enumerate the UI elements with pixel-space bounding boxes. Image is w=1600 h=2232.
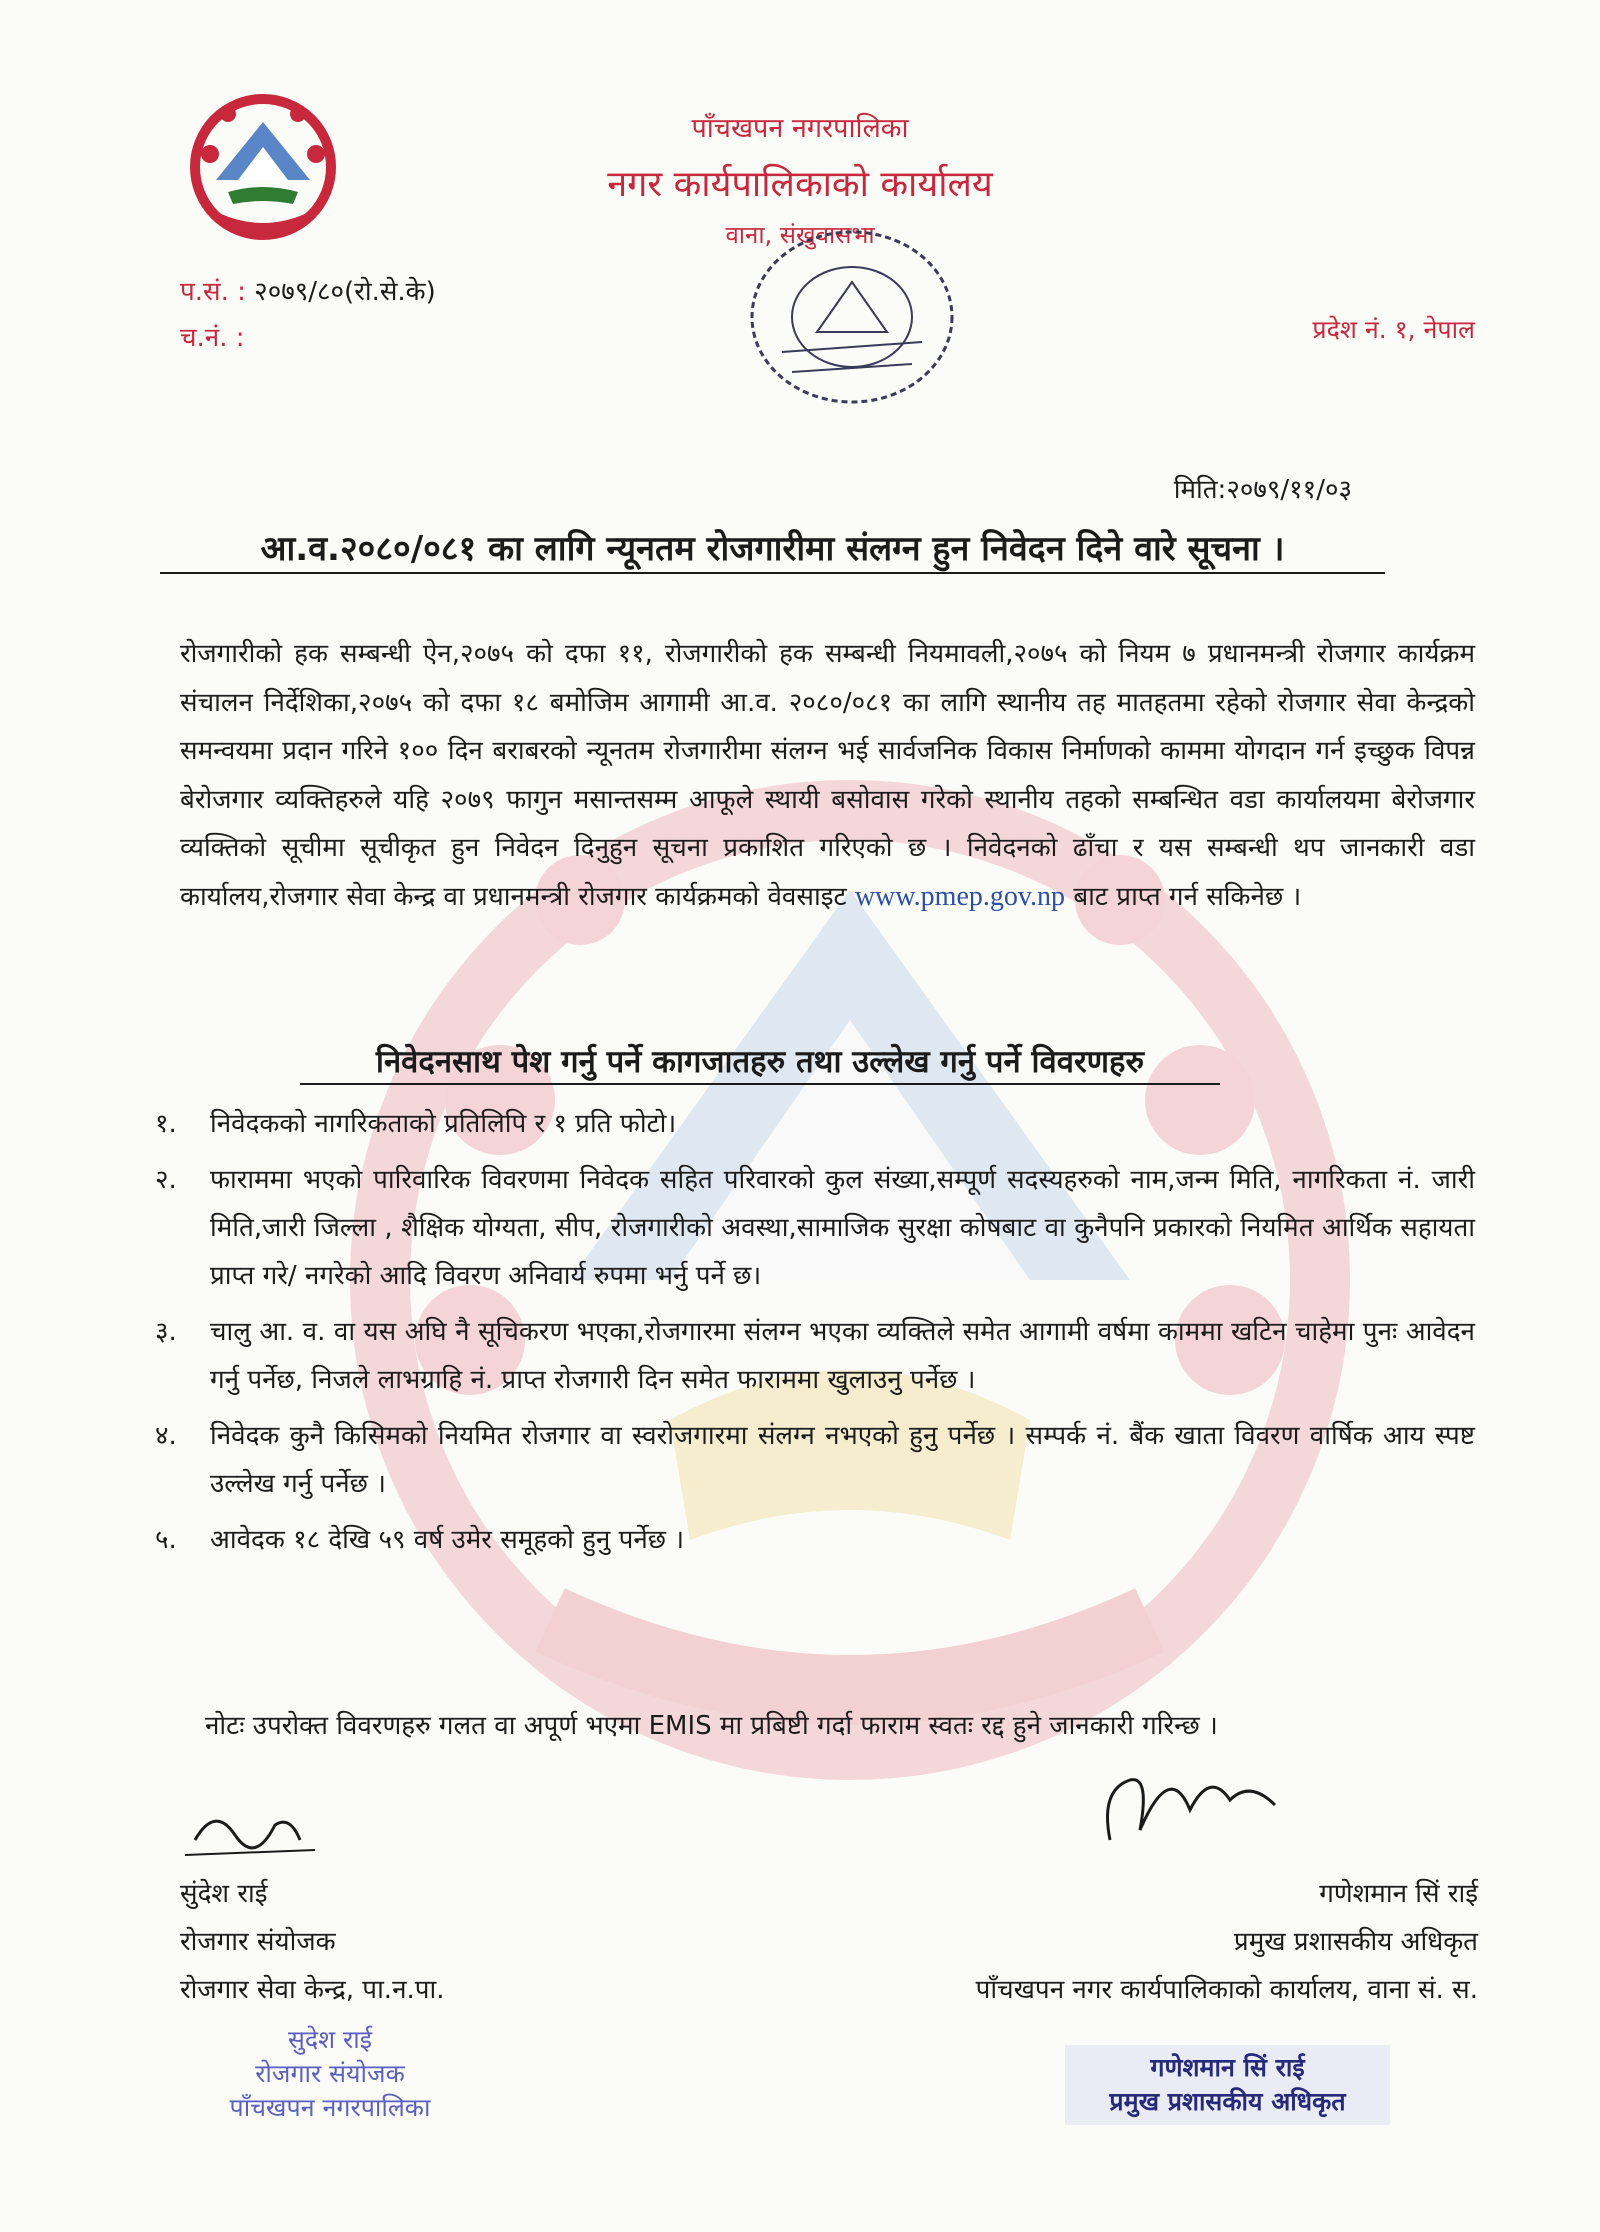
name-stamp-right bbox=[1065, 2045, 1390, 2125]
website-link[interactable]: www.pmep.gov.np bbox=[854, 880, 1066, 912]
list-item bbox=[155, 1308, 1475, 1404]
item-text: आवेदक १८ देखि ५९ वर्ष उमेर समूहको हुनु पर्नेछ । bbox=[210, 1525, 685, 1555]
body-text-end: बाट प्राप्त गर्न सकिनेछ । bbox=[1073, 881, 1302, 912]
signatory-right-name: गणेशमान सिं राई bbox=[1319, 1879, 1478, 1909]
signatory-right-office: पाँचखपन नगर कार्यपालिकाको कार्यालय, वाना सं. स. bbox=[975, 1975, 1478, 2005]
stamp-left-line1: सुदेश राई bbox=[287, 2025, 373, 2054]
item-number: २. bbox=[155, 1165, 177, 1195]
reference-number-label: प.सं. : bbox=[180, 277, 246, 307]
notice-title: आ.व.२०८०/०८१ का लागि न्यूनतम रोजगारीमा संलग्न हुन निवेदन दिने वारे सूचना । bbox=[260, 529, 1285, 569]
name-stamp-left bbox=[195, 2023, 465, 2125]
item-text: निवेदकको नागरिकताको प्रतिलिपि र १ प्रति फोटो। bbox=[210, 1109, 677, 1139]
stamp-left-line3: पाँचखपन नगरपालिका bbox=[229, 2093, 431, 2122]
dispatch-number bbox=[180, 318, 245, 354]
title-underline bbox=[160, 572, 1385, 574]
signature-right-icon bbox=[1090, 1750, 1290, 1860]
notice-date: मिति:२०७९/११/०३ bbox=[1173, 475, 1352, 505]
item-number: ३. bbox=[155, 1317, 177, 1347]
reference-number bbox=[180, 272, 436, 308]
office-name: नगर कार्यपालिकाको कार्यालय bbox=[607, 164, 993, 205]
notice-body bbox=[180, 630, 1475, 921]
list-item bbox=[155, 1156, 1475, 1300]
reference-number-value: २०७९/८०(रो.से.के) bbox=[254, 277, 436, 307]
item-number: ५. bbox=[155, 1525, 177, 1555]
list-item bbox=[155, 1412, 1475, 1508]
office-seal-icon bbox=[742, 222, 962, 412]
footnote: नोटः उपरोक्त विवरणहरु गलत वा अपूर्ण भएमा EMIS मा प्रबिष्टी गर्दा फाराम स्वतः रद्द हुने जानकारी गरिन्छ । bbox=[205, 1711, 1218, 1741]
heading-underline bbox=[300, 1083, 1220, 1085]
item-number: ४. bbox=[155, 1421, 177, 1451]
item-text: चालु आ. व. वा यस अघि नै सूचिकरण भएका,रोजगारमा संलग्न भएका व्यक्तिले समेत आगामी वर्षमा काममा खटिन चाहेमा पुनः आवेदन गर्नु पर्नेछ, निजले लाभग्राहि नं. प्राप्त रोजगारी दिन समेत फाराममा खुलाउनु पर्नेछ । bbox=[210, 1317, 1475, 1395]
item-text: फाराममा भएको पारिवारिक विवरणमा निवेदक सहित परिवारको कुल संख्या,सम्पूर्ण सदस्यहरुको नाम,जन्म मिति, नागरिकता नं. जारी मिति,जारी जिल्ला , शैक्षिक योग्यता, सीप, रोजगारीको अवस्था,सामाजिक सुरक्षा कोषबाट वा कुनैपनि प्रकारको नियमित आर्थिक सहायता प्राप्त गरे/ नगरेको आदि विवरण अनिवार्य रुपमा भर्नु पर्ने छ। bbox=[210, 1165, 1475, 1291]
stamp-left-line2: रोजगार संयोजक bbox=[255, 2059, 405, 2088]
signatory-right-role: प्रमुख प्रशासकीय अधिकृत bbox=[1233, 1927, 1478, 1957]
signatory-left bbox=[180, 1870, 445, 2014]
province: प्रदेश नं. १, नेपाल bbox=[1312, 315, 1475, 344]
item-number: १. bbox=[155, 1109, 177, 1139]
signature-left-icon bbox=[185, 1795, 315, 1865]
list-item bbox=[155, 1100, 1475, 1148]
dispatch-number-label: च.नं. : bbox=[180, 323, 245, 353]
stamp-right-line1: गणेशमान सिं राई bbox=[1150, 2053, 1305, 2082]
requirements-heading: निवेदनसाथ पेश गर्नु पर्ने कागजातहरु तथा उल्लेख गर्नु पर्ने विवरणहरु bbox=[375, 1044, 1145, 1080]
signatory-right bbox=[976, 1870, 1478, 2014]
signatory-left-role: रोजगार संयोजक bbox=[180, 1927, 336, 1957]
office-address: वाना, संखुवासभा bbox=[725, 221, 875, 249]
stamp-right-line2: प्रमुख प्रशासकीय अधिकृत bbox=[1109, 2087, 1346, 2116]
requirements-list bbox=[155, 1100, 1475, 1572]
list-item bbox=[155, 1516, 1475, 1564]
signatory-left-office: रोजगार सेवा केन्द्र, पा.न.पा. bbox=[180, 1975, 445, 2005]
item-text: निवेदक कुनै किसिमको नियमित रोजगार वा स्वरोजगारमा संलग्न नभएको हुनु पर्नेछ । सम्पर्क नं. बैंक खाता विवरण वार्षिक आय स्पष्ट उल्लेख गर्नु पर्नेछ । bbox=[210, 1421, 1475, 1499]
signatory-left-name: सुंदेश राई bbox=[180, 1879, 268, 1909]
body-text: रोजगारीको हक सम्बन्धी ऐन,२०७५ को दफा ११, रोजगारीको हक सम्बन्धी नियमावली,२०७५ को नियम ७ प्रधानमन्त्री रोजगार कार्यक्रम संचालन निर्देशिका,२०७५ को दफा १८ बमोजिम आगामी आ.व. २०८०/०८१ का लागि स्थानीय तह मातहतमा रहेको रोजगार सेवा केन्द्रको समन्वयमा प्रदान गरिने १०० दिन बराबरको न्यूनतम रोजगारीमा संलग्न भई सार्वजनिक विकास निर्माणको काममा योगदान गर्न इच्छुक विपन्न बेरोजगार व्यक्तिहरुले यहि २०७९ फागुन मसान्तसम्म आफूले स्थायी बसोवास गरेको स्थानीय तहको सम्बन्धित वडा कार्यालयमा बेरोजगार व्यक्तिको सूचीमा सूचीकृत हुन निवेदन दिनुहुन सूचना प्रकाशित गरिएको छ । निवेदनको ढाँचा र यस सम्बन्धी थप जानकारी वडा कार्यालय,रोजगार सेवा केन्द्र वा प्रधानमन्त्री रोजगार कार्यक्रमको वेवसाइट bbox=[180, 639, 1475, 912]
municipality-name: पाँचखपन नगरपालिका bbox=[691, 113, 909, 144]
